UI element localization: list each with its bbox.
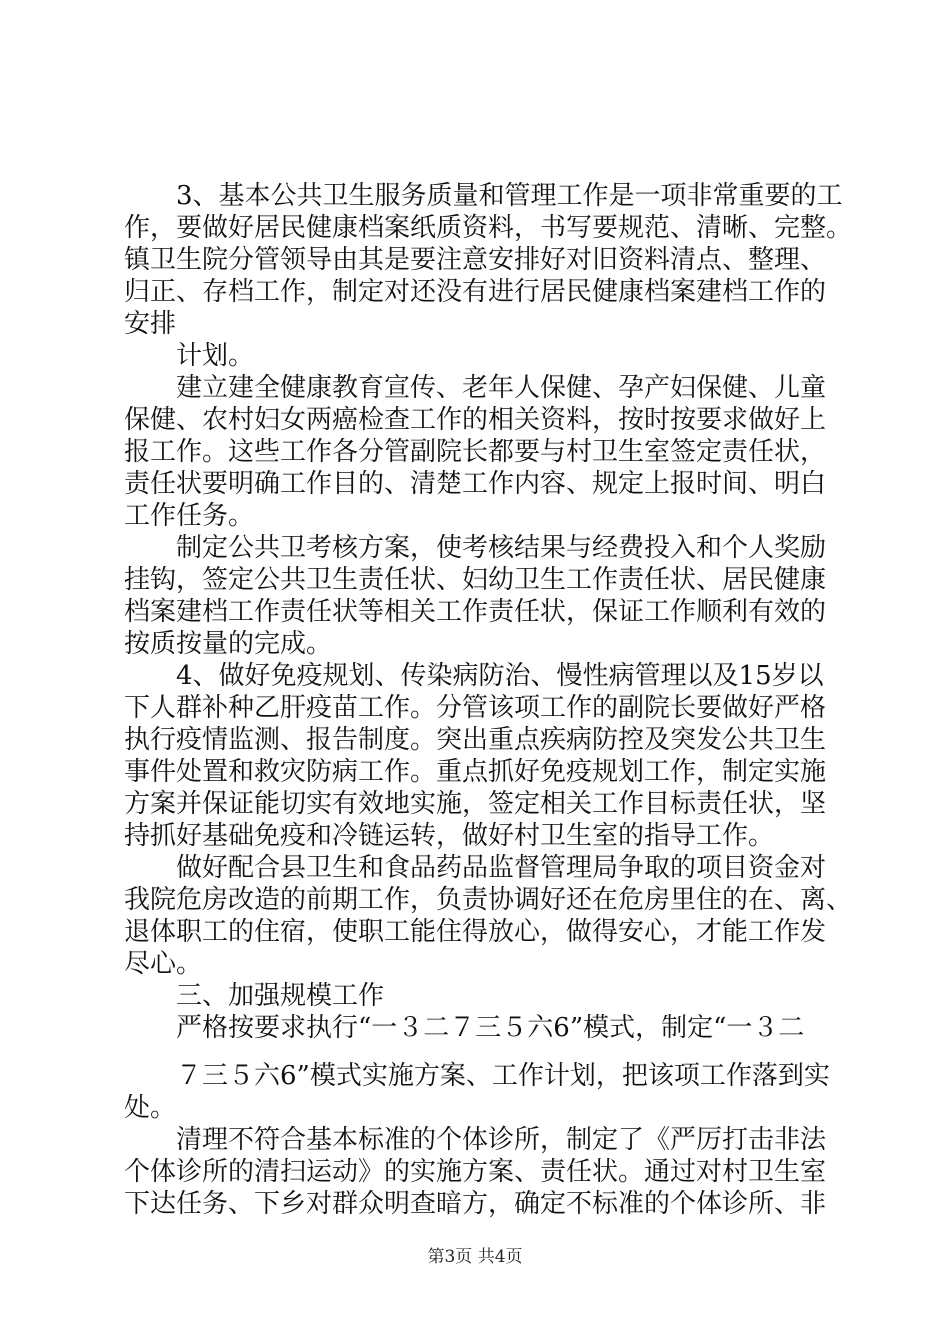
text-line: 报工作。这些工作各分管副院长都要与村卫生室签定责任状， (124, 437, 827, 467)
text-line: 计划。 (176, 341, 255, 371)
text-line: 事件处置和救灾防病工作。重点抓好免疫规划工作，制定实施 (124, 757, 827, 787)
text-line: 作，要做好居民健康档案纸质资料，书写要规范、清晰、完整。 (124, 213, 853, 243)
text-line: 4、做好免疫规划、传染病防治、慢性病管理以及15岁以 (176, 661, 824, 691)
text-line: 建立建全健康教育宣传、老年人保健、孕产妇保健、儿童 (176, 373, 827, 403)
text-line: 尽心。 (124, 949, 203, 979)
text-line: 下人群补种乙肝疫苗工作。分管该项工作的副院长要做好严格 (124, 693, 827, 723)
text-line: 处。 (124, 1093, 177, 1123)
text-line: 下达任务、下乡对群众明查暗方，确定不标准的个体诊所、非 (124, 1189, 827, 1219)
text-line: 制定公共卫考核方案，使考核结果与经费投入和个人奖励 (176, 533, 827, 563)
section-heading: 三、加强规模工作 (176, 981, 385, 1011)
text-line: 退体职工的住宿，使职工能住得放心，做得安心，才能工作发 (124, 917, 827, 947)
text-line: 按质按量的完成。 (124, 629, 333, 659)
text-line: 持抓好基础免疫和冷链运转，做好村卫生室的指导工作。 (124, 821, 775, 851)
page-number-footer: 第3页 共4页 (427, 1247, 523, 1267)
text-line: 严格按要求执行“一３二７三５六6”模式，制定“一３二 (176, 1013, 805, 1043)
text-line: 工作任务。 (124, 501, 255, 531)
text-line: 归正、存档工作，制定对还没有进行居民健康档案建档工作的 (124, 277, 827, 307)
text-line: 保健、农村妇女两癌检查工作的相关资料，按时按要求做好上 (124, 405, 827, 435)
text-line: 安排 (124, 309, 177, 339)
text-line: 责任状要明确工作目的、清楚工作内容、规定上报时间、明白 (124, 469, 827, 499)
text-line: 清理不符合基本标准的个体诊所，制定了《严厉打击非法 (176, 1125, 827, 1155)
text-line: 挂钩，签定公共卫生责任状、妇幼卫生工作责任状、居民健康 (124, 565, 827, 595)
text-line: 方案并保证能切实有效地实施，签定相关工作目标责任状，坚 (124, 789, 827, 819)
text-line: 个体诊所的清扫运动》的实施方案、责任状。通过对村卫生室 (124, 1157, 827, 1187)
text-line: 镇卫生院分管领导由其是要注意安排好对旧资料清点、整理、 (124, 245, 827, 275)
text-line: ７三５六6”模式实施方案、工作计划，把该项工作落到实 (176, 1061, 830, 1091)
text-line: 执行疫情监测、报告制度。突出重点疾病防控及突发公共卫生 (124, 725, 827, 755)
text-line: 档案建档工作责任状等相关工作责任状，保证工作顺利有效的 (124, 597, 827, 627)
text-line: 我院危房改造的前期工作，负责协调好还在危房里住的在、离、 (124, 885, 853, 915)
text-line: 做好配合县卫生和食品药品监督管理局争取的项目资金对 (176, 853, 827, 883)
text-line: 3、基本公共卫生服务质量和管理工作是一项非常重要的工 (176, 181, 843, 211)
